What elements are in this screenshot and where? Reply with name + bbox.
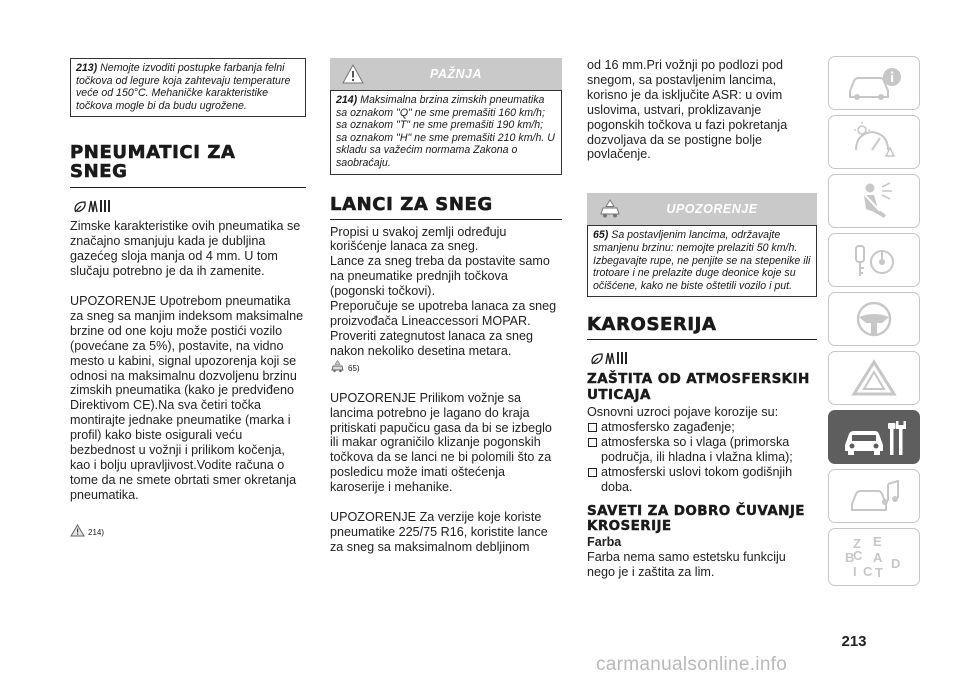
paragraph: Preporučuje se upotreba lanaca za sneg proizvođača Lineaccessori MOPAR. Proveriti zategnutost lanaca za sneg nakon nekoliko desetina metara. bbox=[330, 299, 557, 358]
note-text: Maksimalna brzina zimskih pneumatika sa oznakom "Q" ne sme premašiti 160 km/h; sa oznakom "T" ne sme premašiti 190 km/h; sa oznakom "H" ne sme premašiti 210 km/h. U skladu sa važećim normama Zakona o saobraćaju. bbox=[336, 94, 555, 169]
tab-multimedia[interactable] bbox=[828, 469, 920, 523]
column-3 bbox=[587, 58, 817, 579]
subhead-paint: Farba bbox=[587, 534, 622, 549]
section-rule bbox=[70, 187, 306, 188]
warning-reference bbox=[330, 360, 562, 373]
paragraph: od 16 mm.Pri vožnji po podlozi pod snegom, sa postavljenim lancima, korisno je da isključite ASR: u ovim uslovima, ustvari, proklizavanje pogonskih točkova u fazi pokretanja dozvoljava da se postigne bolje povlačenje. bbox=[587, 58, 788, 162]
paragraph: Zimske karakteristike ovih pneumatika se značajno smanjuju kada je dubljina gazećeg sloja manja od 4 mm. U tom slučaju potrebno je da ih zamenite. bbox=[70, 219, 301, 279]
index-letter: C bbox=[863, 564, 873, 579]
note-number: 213) bbox=[76, 62, 98, 74]
body-text bbox=[330, 225, 562, 359]
eco-leaf-icon bbox=[72, 194, 306, 216]
body-text bbox=[587, 405, 817, 494]
index-letter: Z bbox=[853, 536, 861, 551]
tab-car-info[interactable] bbox=[828, 56, 920, 110]
column-1 bbox=[70, 58, 306, 537]
reference-number: 214) bbox=[88, 527, 105, 537]
paragraph: UPOZORENJE Za verzije koje koriste pneumatike 225/75 R16, koristite lance za sneg sa maksimalnom debljinom bbox=[330, 510, 548, 554]
car-warning-icon bbox=[330, 360, 345, 373]
paragraph: UPOZORENJE Prilikom vožnje sa lancima potrebno je lagano do kraja pritiskati papučicu gasa da bi se izbeglo ili makar ograničilo klizanje pogonskih točkova da se lanci ne bi polomili što za posledicu može imati oštećenja karoserije i mehanike. bbox=[330, 390, 552, 495]
tab-emergency[interactable] bbox=[828, 351, 920, 405]
list-item: atmosferski uslovi tokom godišnjih doba. bbox=[587, 465, 817, 495]
warning-triangle-icon bbox=[70, 524, 85, 537]
section-rule bbox=[330, 219, 562, 220]
key-ignition-icon bbox=[842, 238, 906, 282]
tab-safety[interactable] bbox=[828, 174, 920, 228]
tab-maintenance[interactable] bbox=[828, 410, 920, 464]
body-text bbox=[587, 58, 817, 162]
warning-triangle-icon bbox=[842, 356, 906, 400]
banner-title: PAŽNJA bbox=[429, 67, 483, 81]
tab-starting[interactable] bbox=[828, 233, 920, 287]
note-text: Nemojte izvoditi postupke farbanja felni točkova od legure koja zahtevaju temperature veće od 150°C. Mehaničke karakteristike točkova mogle bi da budu ugrožene. bbox=[76, 62, 291, 112]
note-65 bbox=[587, 225, 817, 297]
note-213 bbox=[70, 58, 306, 117]
body-text bbox=[330, 391, 562, 555]
dashboard-warning-icon bbox=[842, 120, 906, 164]
list-item: atmosferska so i vlaga (primorska područja, ili hladna i vlažna klima); bbox=[587, 435, 817, 465]
corrosion-causes-list bbox=[587, 420, 817, 495]
index-letter: C bbox=[853, 548, 863, 563]
section-title-snow-chains: LANCI ZA SNEG bbox=[330, 193, 493, 215]
car-wrench-icon bbox=[839, 415, 909, 459]
paragraph: Farba nema samo estetsku funkciju nego je i zaštita za lim. bbox=[587, 549, 786, 579]
attention-banner bbox=[330, 58, 562, 90]
body-text bbox=[587, 550, 817, 580]
banner-title: UPOZORENJE bbox=[666, 202, 758, 217]
airbag-seatbelt-icon bbox=[842, 179, 906, 223]
car-music-icon bbox=[842, 474, 906, 518]
paragraph: UPOZORENJE Upotrebom pneumatika za sneg sa manjim indeksom maksimalne brzine od one koju može postići vozilo (povećane za 5%), postavite, na vidno mesto u kabini, signal upozorenja koji se odnosi na maksimalnu dozvoljenu brzinu zimskih pneumatika (kako je predviđeno Direktivom CE).Na sva četiri točka montirajte jednake pneumatike (marka i profil) kako biste osigurali veću bezbednost u vožnji i prilikom kočenja, kao i bolju upravljivost.Vodite računa o tome da ne smete obrtati smer okretanja pneumatika. bbox=[70, 294, 304, 502]
note-number: 214) bbox=[336, 94, 358, 106]
warning-banner bbox=[587, 193, 817, 225]
index-letter: D bbox=[891, 556, 901, 571]
reference-number: 65) bbox=[348, 363, 360, 373]
subtitle-weather-protection: ZAŠTITA OD ATMOSFERSKIH UTICAJA bbox=[587, 371, 810, 403]
page-number: 213 bbox=[841, 633, 867, 650]
steering-wheel-icon bbox=[842, 297, 906, 341]
alphabet-index-icon bbox=[839, 532, 909, 582]
index-letter: B bbox=[845, 550, 855, 565]
warning-reference bbox=[70, 524, 306, 537]
chapter-tabs bbox=[828, 56, 920, 591]
tab-dashboard[interactable] bbox=[828, 115, 920, 169]
subtitle-bodywork-care: SAVETI ZA DOBRO ČUVANJE KROSERIJE bbox=[587, 502, 805, 535]
paragraph: Propisi u svakoj zemlji određuju korišćenje lanaca za sneg. bbox=[330, 224, 507, 254]
eco-leaf-icon bbox=[589, 346, 817, 368]
body-text bbox=[70, 219, 306, 502]
note-text: Sa postavljenim lancima, održavajte smanjenu brzinu: nemojte prelaziti 50 km/h. Izbegavajte rupe, ne penjite se na stepenike ili trotoare i ne prelazite duge deonice koje su očišćene, kako ne biste oštetili vozilo i put. bbox=[593, 229, 811, 292]
index-letter: I bbox=[853, 564, 857, 579]
tab-index[interactable] bbox=[828, 528, 920, 586]
section-title-snow-tires: PNEUMATICI ZA SNEG bbox=[70, 142, 236, 183]
list-item: atmosfersko zagađenje; bbox=[587, 420, 817, 435]
note-number: 65) bbox=[593, 229, 609, 242]
section-title-bodywork: KAROSERIJA bbox=[587, 314, 717, 336]
section-rule bbox=[587, 339, 817, 340]
column-2 bbox=[330, 58, 562, 555]
note-214 bbox=[330, 90, 562, 175]
index-letter: A bbox=[873, 550, 883, 565]
watermark: carmanualsonline.info bbox=[596, 654, 788, 675]
index-letter: T bbox=[875, 565, 883, 580]
paragraph: Lance za sneg treba da postavite samo na pneumatike prednjih točkova (pogonski točkovi). bbox=[330, 254, 550, 299]
paragraph: Osnovni uzroci pojave korozije su: bbox=[587, 405, 779, 420]
index-letter: E bbox=[873, 534, 882, 549]
car-info-icon bbox=[842, 63, 906, 103]
tab-driving[interactable] bbox=[828, 292, 920, 346]
